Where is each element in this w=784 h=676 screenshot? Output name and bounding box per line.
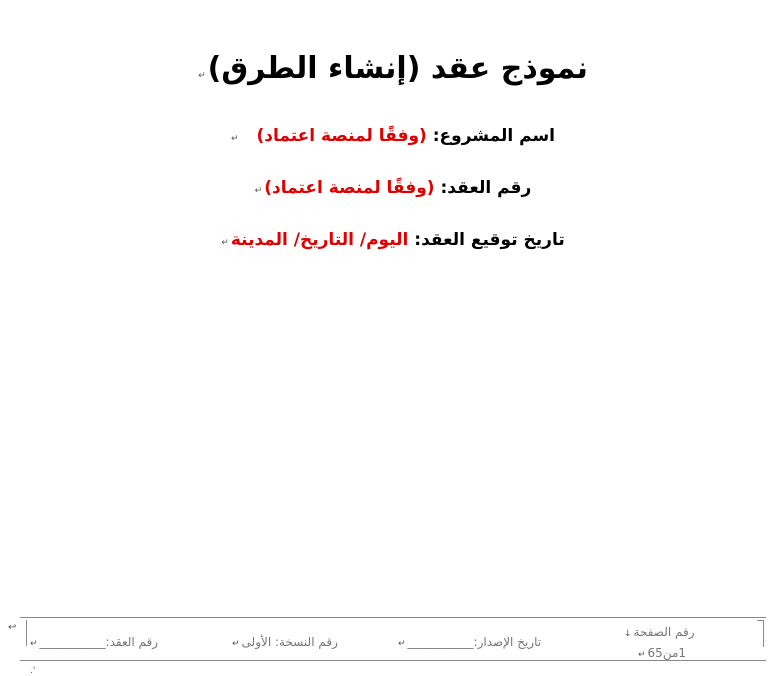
- paragraph-mark: ↵: [30, 639, 38, 649]
- signing-date-value: اليوم/ التاريخ/ المدينة: [230, 230, 409, 250]
- footer-page-value: [636, 645, 686, 663]
- paragraph-mark: ↵: [198, 71, 206, 81]
- version-text: رقم النسخة: الأولى: [241, 635, 338, 649]
- page-value-text: 1من65: [647, 646, 687, 660]
- project-name-line: [0, 122, 784, 153]
- project-name-label: اسم المشروع:: [432, 126, 555, 146]
- footer-page-label: [622, 624, 695, 642]
- contract-number-value: (وفقًا لمنصة اعتماد): [264, 178, 435, 198]
- footer-top-border: [20, 617, 766, 618]
- footer-right-corner: [757, 620, 764, 647]
- signing-date-line: [0, 226, 784, 257]
- paragraph-mark: ↵: [398, 639, 406, 649]
- page-label-text: رقم الصفحة: [633, 625, 695, 639]
- paragraph-mark: ↵: [221, 238, 229, 248]
- title-text: نموذج عقد (إنشاء الطرق): [207, 51, 588, 86]
- footer-issue-date: [396, 634, 541, 652]
- contract-number-label: رقم العقد:: [440, 178, 532, 198]
- signing-date-label: تاريخ توقيع العقد:: [414, 230, 565, 250]
- footer-contract-number-text: رقم العقد:___________: [39, 635, 159, 649]
- document-title: [0, 44, 784, 101]
- contract-number-line: [0, 174, 784, 205]
- paragraph-mark: ↵: [638, 650, 646, 660]
- paragraph-mark: ↵: [254, 186, 263, 196]
- line-break-mark: ↓: [624, 629, 632, 639]
- issue-date-text: تاريخ الإصدار:___________: [407, 635, 542, 649]
- paragraph-mark: ↵: [230, 134, 239, 144]
- end-mark: .': [30, 666, 36, 676]
- footer-contract-number: [28, 634, 158, 652]
- footer-version: [230, 634, 338, 652]
- project-name-value: (وفقًا لمنصة اعتماد): [256, 126, 427, 146]
- corner-return-icon: ↩: [8, 622, 17, 633]
- paragraph-mark: ↵: [232, 639, 240, 649]
